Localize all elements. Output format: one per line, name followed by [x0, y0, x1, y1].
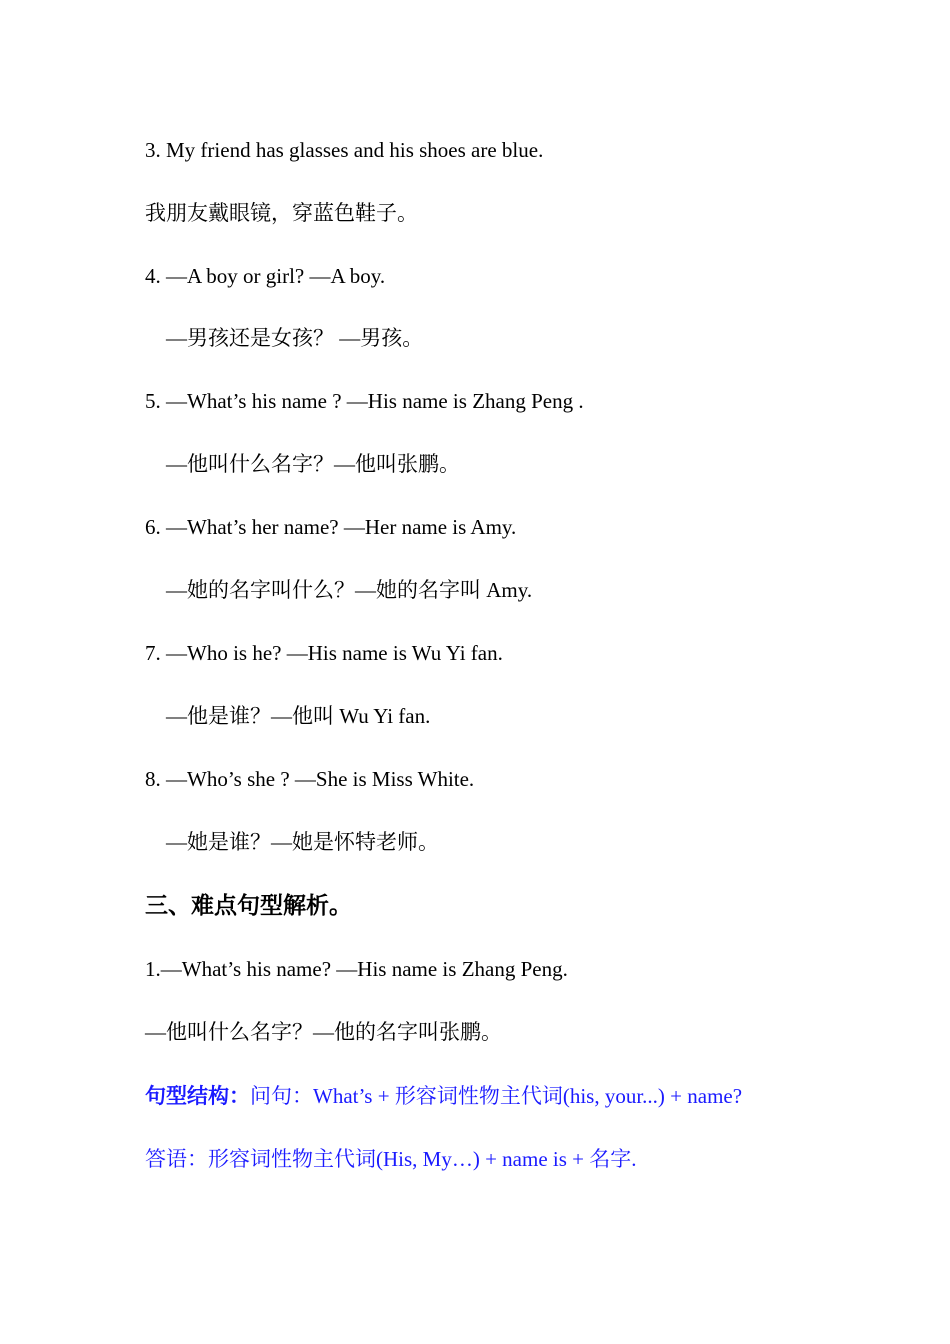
- sentence-3-english: 3. My friend has glasses and his shoes are blue.: [145, 138, 544, 162]
- sentence-3-chinese: 我朋友戴眼镜，穿蓝色鞋子。: [145, 201, 418, 225]
- structure-question-line: [145, 1083, 742, 1109]
- sentence-4-english: 4. —A boy or girl? —A boy.: [145, 264, 386, 288]
- sentence-7-chinese: —他是谁？—他叫 Wu Yi fan.: [166, 704, 431, 728]
- structure-answer: 答语：形容词性物主代词(His, My…) + name is + 名字.: [145, 1147, 637, 1171]
- sentence-5-english: 5. —What’s his name ? —His name is Zhang Peng .: [145, 389, 584, 413]
- sentence-6-chinese: —她的名字叫什么？—她的名字叫 Amy.: [166, 578, 533, 602]
- sentence-7-english: 7. —Who is he? —His name is Wu Yi fan.: [145, 641, 503, 665]
- structure-label: 句型结构：: [145, 1084, 250, 1108]
- pattern-1-chinese: —他叫什么名字？—他的名字叫张鹏。: [145, 1020, 502, 1044]
- section-heading: 三、难点句型解析。: [145, 893, 352, 918]
- sentence-6-english: 6. —What’s her name? —Her name is Amy.: [145, 515, 517, 539]
- pattern-1-english: 1.—What’s his name? —His name is Zhang Peng.: [145, 957, 568, 981]
- sentence-8-chinese: —她是谁？—她是怀特老师。: [166, 830, 439, 854]
- sentence-8-english: 8. —Who’s she ? —She is Miss White.: [145, 767, 475, 791]
- sentence-4-chinese: —男孩还是女孩？ —男孩。: [166, 326, 424, 350]
- structure-question: 问句：What’s + 形容词性物主代词(his, your...) + name?: [250, 1084, 743, 1108]
- sentence-5-chinese: —他叫什么名字？—他叫张鹏。: [166, 452, 460, 476]
